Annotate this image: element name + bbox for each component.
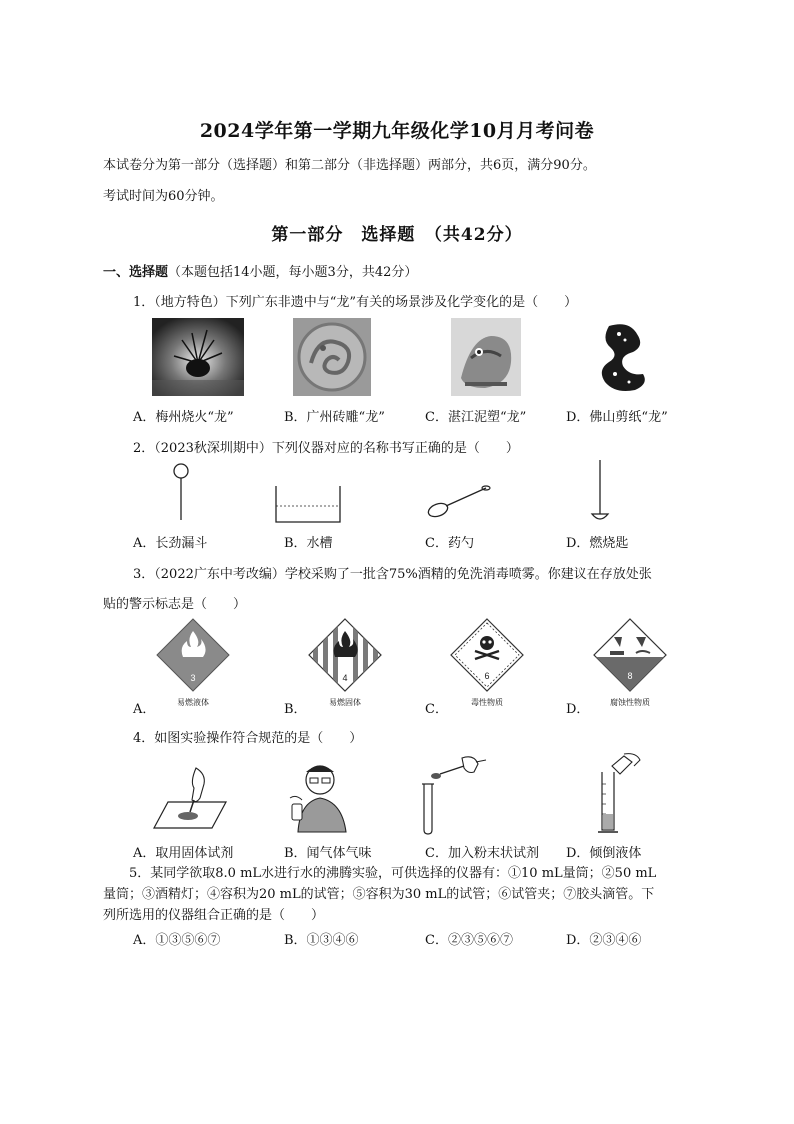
sign-d-number: 8 [627,671,633,681]
q1-option-a[interactable]: A．梅州烧火“龙” [133,410,234,425]
q3-option-c[interactable]: C． [425,702,448,717]
question-1-stem: 1．（地方特色）下列广东非遗中与“龙”有关的场景涉及化学变化的是（ ） [133,295,578,310]
part-heading: 第一部分 选择题 （共42分） [271,225,523,245]
q1-option-b[interactable]: B．广州砖雕“龙” [284,410,385,425]
q4-option-b[interactable]: B．闻气体气味 [284,846,372,861]
clay-sculpture-photo [451,318,521,396]
page-title: 2024学年第一学期九年级化学10月月考问卷 [199,120,595,142]
sign-c-number: 6 [484,671,490,681]
sign-a-label: 易燃液体 [177,698,209,707]
question-3-stem-2: 贴的警示标志是（ ） [103,597,247,612]
question-5-line-2: 量筒；③酒精灯；④容积为20 mL的试管；⑤容积为30 mL的试管；⑥试管夹；⑦胶头滴管。下 [103,887,655,902]
q5-option-b[interactable]: B．①③④⑥ [284,933,359,948]
q1-option-d[interactable]: D．佛山剪纸“龙” [566,410,668,425]
medicine-spoon-icon [426,484,492,520]
section-heading [103,261,417,280]
question-2-stem: 2．（2023秋深圳期中）下列仪器对应的名称书写正确的是（ ） [133,441,519,456]
section-note: （本题包括14小题，每小题3分，共42分） [168,265,418,280]
combustion-spoon-icon [588,458,612,524]
paper-cut-photo [589,318,657,396]
sign-a-number: 3 [190,673,196,683]
q4-option-c[interactable]: C．加入粉末状试剂 [425,846,539,861]
q3-option-a[interactable]: A． [133,702,156,717]
question-5-line-1: 5．某同学欲取8.0 mL水进行水的沸腾实验，可供选择的仪器有：①10 mL量筒；②50 mL [103,866,657,881]
take-solid-reagent-illustration [150,762,230,830]
q5-option-c[interactable]: C．②③⑤⑥⑦ [425,933,513,948]
sign-d-label: 腐蚀性物质 [610,698,650,707]
q1-option-c[interactable]: C．湛江泥塑“龙” [425,410,527,425]
pour-liquid-illustration [594,752,642,838]
q3-option-b[interactable]: B． [284,702,307,717]
question-3-stem-1: 3．（2022广东中考改编）学校采购了一批含75%酒精的免洗消毒喷雾。你建议在存放处张 [133,567,652,582]
add-powder-reagent-illustration [418,754,488,836]
q2-option-d[interactable]: D．燃烧匙 [566,536,629,551]
q5-option-d[interactable]: D．②③④⑥ [566,933,642,948]
q2-option-c[interactable]: C．药勺 [425,536,474,551]
q4-option-d[interactable]: D．倾倒液体 [566,846,642,861]
section-label: 一、选择题 [103,265,169,280]
q2-option-b[interactable]: B．水槽 [284,536,333,551]
toxic-substance-sign-icon [449,617,525,693]
sign-b-label: 易燃固体 [329,698,361,707]
sign-b-number: 4 [342,673,348,683]
flammable-solid-sign-icon [307,617,383,693]
intro-line-2: 考试时间为60分钟。 [103,189,224,204]
water-trough-icon [274,484,342,524]
sign-c-label: 毒性物质 [471,698,503,707]
flammable-liquid-sign-icon [155,617,231,693]
intro-line-1: 本试卷分为第一部分（选择题）和第二部分（非选择题）两部分，共6页，满分90分。 [103,158,596,173]
q3-option-d[interactable]: D． [566,702,590,717]
corrosive-substance-sign-icon [592,617,668,693]
q2-option-a[interactable]: A．长劲漏斗 [133,536,208,551]
question-5-line-3: 列所选用的仪器组合正确的是（ ） [103,908,325,923]
smell-gas-illustration [280,758,352,834]
q4-option-a[interactable]: A．取用固体试剂 [133,846,234,861]
question-4-stem: 4．如图实验操作符合规范的是（ ） [133,731,363,746]
fire-dragon-photo [152,318,244,396]
long-neck-funnel-icon [168,462,194,522]
q5-option-a[interactable]: A．①③⑤⑥⑦ [133,933,221,948]
brick-carving-photo [293,318,371,396]
